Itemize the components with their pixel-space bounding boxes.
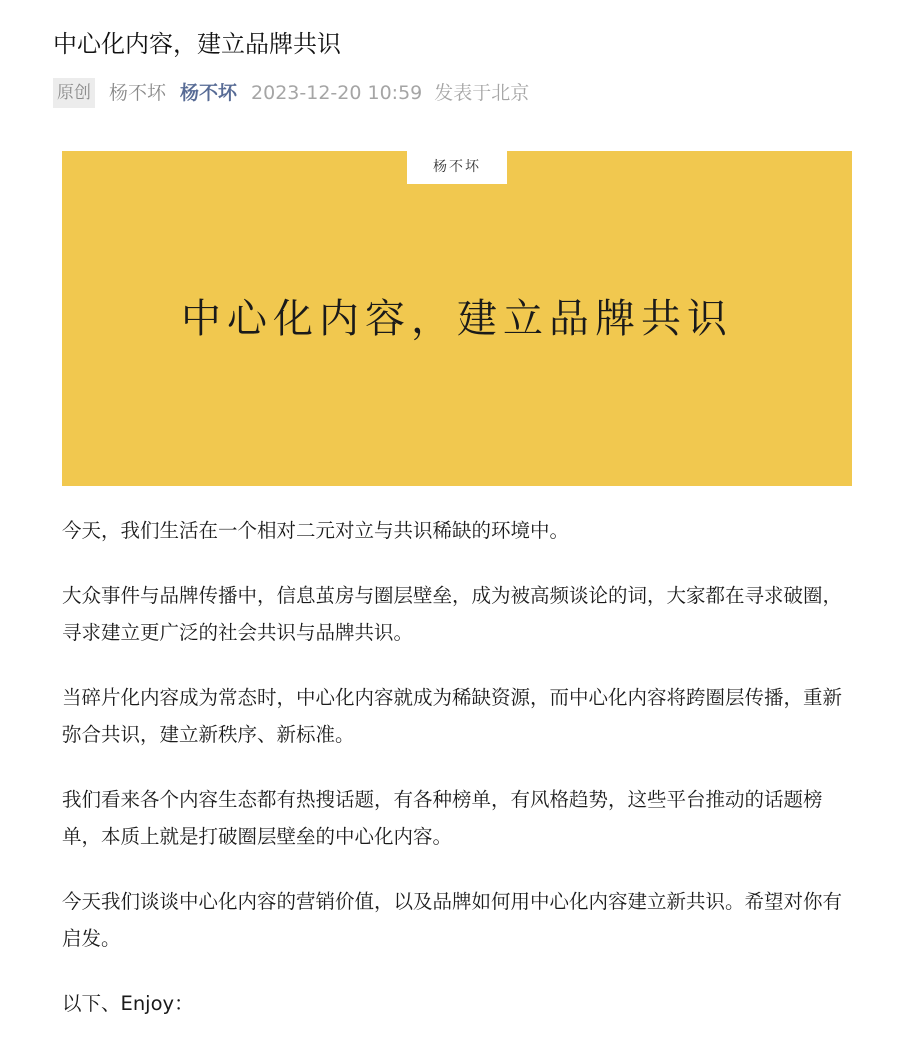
paragraph: 当碎片化内容成为常态时，中心化内容就成为稀缺资源，而中心化内容将跨圈层传播，重新弥合共识，建立新秩序、新标准。 xyxy=(62,686,843,746)
cover-author-tag: 杨不坏 xyxy=(407,151,507,184)
cover-image[interactable] xyxy=(62,151,852,486)
paragraph: 我们看来各个内容生态都有热搜话题，有各种榜单，有风格趋势，这些平台推动的话题榜单，本质上就是打破圈层壁垒的中心化内容。 xyxy=(62,788,823,848)
article-title: 中心化内容，建立品牌共识 xyxy=(53,30,341,58)
account-name-link[interactable]: 杨不坏 xyxy=(180,82,238,104)
paragraph: 今天，我们生活在一个相对二元对立与共识稀缺的环境中。 xyxy=(62,519,570,542)
article-meta xyxy=(53,78,529,108)
author-name: 杨不坏 xyxy=(109,82,167,104)
publish-time: 2023-12-20 10:59 xyxy=(251,82,423,104)
original-badge: 原创 xyxy=(53,78,95,108)
paragraph: 大众事件与品牌传播中，信息茧房与圈层壁垒，成为被高频谈论的词，大家都在寻求破圈，寻求建立更广泛的社会共识与品牌共识。 xyxy=(62,584,843,644)
paragraph: 以下、Enjoy： xyxy=(62,992,194,1015)
article-body xyxy=(62,512,854,1050)
publish-location: 发表于北京 xyxy=(434,82,530,104)
paragraph: 今天我们谈谈中心化内容的营销价值，以及品牌如何用中心化内容建立新共识。希望对你有启发。 xyxy=(62,890,843,950)
cover-title: 中心化内容，建立品牌共识 xyxy=(181,296,733,342)
